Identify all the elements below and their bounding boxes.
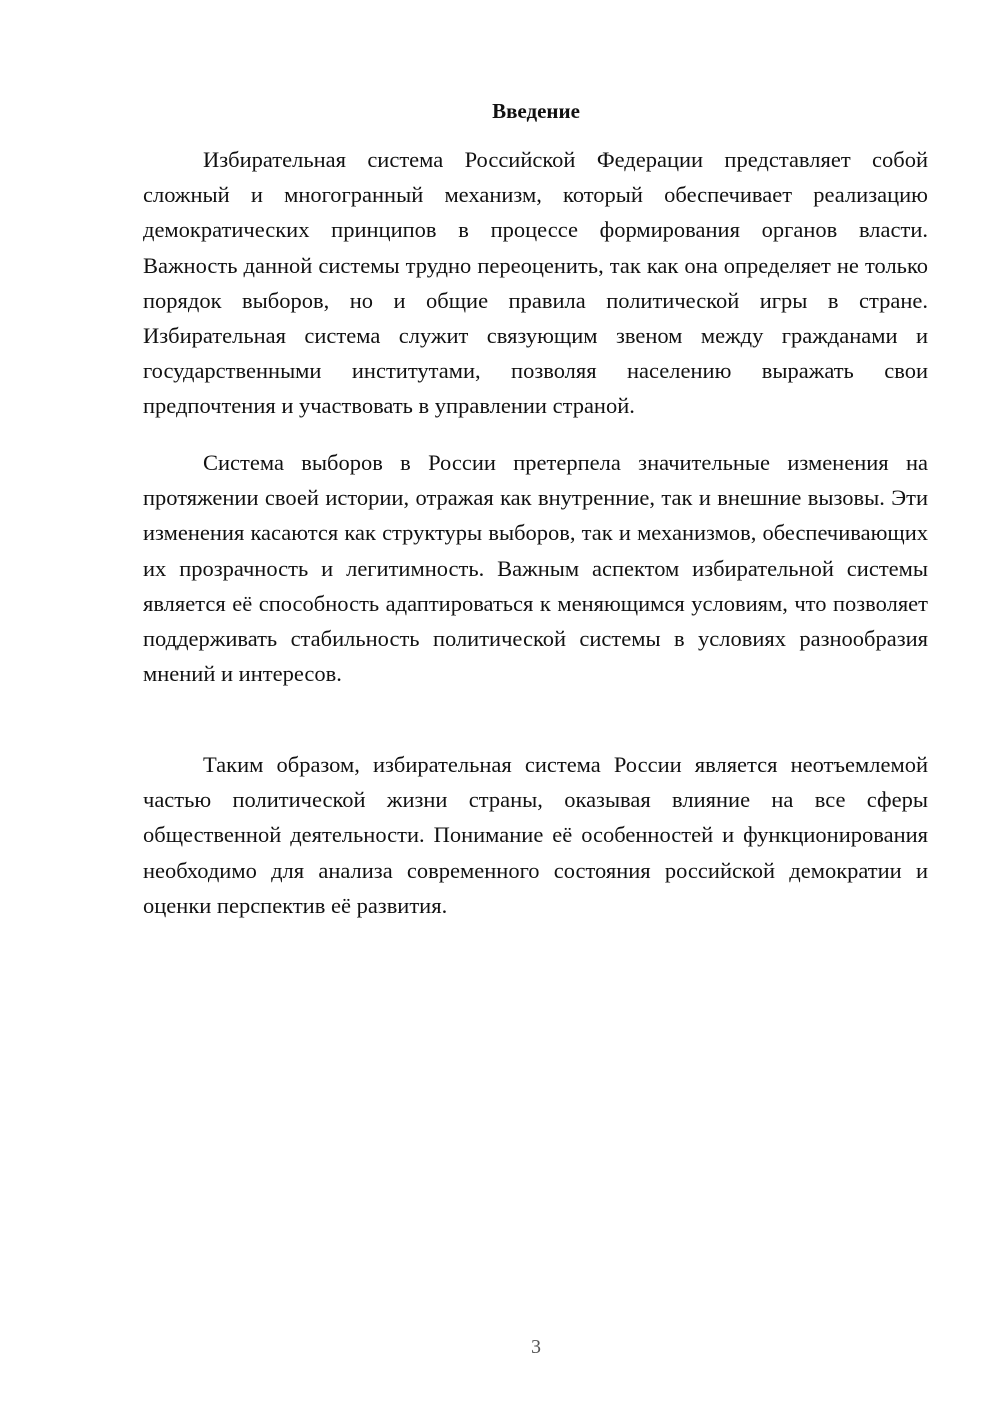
paragraph-1: Избирательная система Российской Федерации представляет собой сложный и многогранный механизм, который обеспечивает реализацию демократических принципов в процессе формирования органов власти. Важность данной системы трудно переоценить, так как она определяет не только порядок выборов, но и общие правила политической игры в стране. Избирательная система служит связующим звеном между гражданами и государственными институтами, позволяя населению выражать свои предпочтения и участвовать в управлении страной. bbox=[143, 147, 928, 419]
page-number: 3 bbox=[531, 1336, 541, 1358]
paragraph-3: Таким образом, избирательная система России является неотъемлемой частью политической жизни страны, оказывая влияние на все сферы общественной деятельности. Понимание её особенностей и функционирования необходимо для анализа современного состояния российской демократии и оценки перспектив её развития. bbox=[143, 752, 928, 918]
paragraph-2: Система выборов в России претерпела значительные изменения на протяжении своей истории, отражая как внутренние, так и внешние вызовы. Эти изменения касаются как структуры выборов, так и механизмов, обеспечивающих их прозрачность и легитимность. Важным аспектом избирательной системы является её способность адаптироваться к меняющимся условиям, что позволяет поддерживать стабильность политической системы в условиях разнообразия мнений и интересов. bbox=[143, 450, 928, 687]
section-heading: Введение bbox=[492, 99, 580, 123]
